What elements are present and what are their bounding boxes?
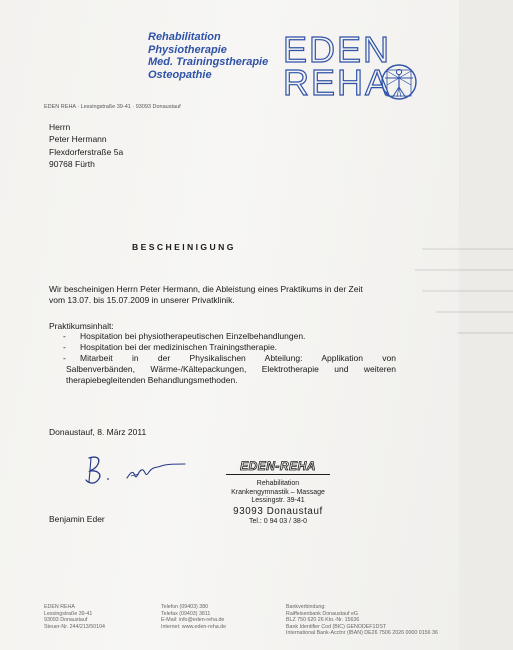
recipient-address [49,121,123,170]
list-item [49,331,396,342]
footer-line: Internet: www.eden-reha.de [161,623,227,630]
internship-activities-list [49,331,396,386]
service-item: Physiotherapie [148,43,227,56]
footer-contact-column [161,604,226,630]
list-dash: - [63,331,66,341]
footer-line: Raiffeisenbank Donaustauf eG [286,610,359,617]
footer-address-column [44,604,105,630]
footer-line: 93093 Donaustauf [44,617,88,624]
recipient-street: Flexdorferstraße 5a [49,146,124,157]
footer-line: Bankverbindung: [286,604,326,610]
list-dash: - [63,342,66,352]
show-through-text: ▬▬▬▬▬▬▬▬▬▬▬▬▬ ▬▬▬▬▬▬▬▬▬▬▬▬▬▬ ▬▬▬▬▬▬▬▬▬▬▬▬▬ ▬▬▬▬▬▬▬▬▬▬▬ ▬▬▬▬▬▬▬▬ [415,245,513,336]
vitruvian-man-icon [379,62,419,102]
letterhead-services [148,31,268,81]
footer-line: Lessingstraße 39-41 [44,610,93,617]
list-item-text: Salbenverbänden, Wärme-/Kältepackungen, Elektrotherapie und weiteren [66,364,396,374]
letter-date: Donaustauf, 8. März 2011 [49,427,147,437]
footer-line: Bank Identifier Cod (BIC) GENODEF1DST [286,623,387,630]
footer-line: E-Mail: info@eden-reha.de [161,617,225,624]
recipient-salutation: Herrn [49,122,71,132]
footer-line: Telefon (09403) 380 [161,604,209,610]
logo-reha: REHA [283,62,392,103]
list-dash: - [63,353,66,363]
intro-line: Wir bescheinigen Herrn Peter Hermann, die Ableistung eines Praktikums in der Zeit [49,284,363,294]
list-item-text: Mitarbeit in der Physikalischen Abteilung: Applikation von [80,353,396,363]
recipient-city: 90768 Fürth [49,158,95,169]
list-item [49,353,396,386]
footer-line: BLZ 750 620 26 Kto.-Nr. 15636 [286,617,360,624]
stamp-line: Krankengymnastik – Massage [231,489,325,496]
list-item [49,342,396,353]
service-item: Rehabilitation [148,31,221,43]
internship-content-label: Praktikumsinhalt: [49,321,114,331]
handwritten-signature [83,452,188,488]
service-item: Osteopathie [148,68,212,81]
footer-line: EDEN REHA [44,604,75,610]
logo-eden: EDEN [283,29,392,70]
list-item-text: therapiebegleitenden Behandlungsmethoden. [66,375,238,385]
sender-return-address: EDEN REHA · Lessingstraße 39-41 · 93093 Donaustauf [44,104,181,110]
document-title: BESCHEINIGUNG [132,242,236,252]
service-item: Med. Trainingstherapie [148,56,269,68]
list-item-text: Hospitation bei der medizinischen Trainingstherapie. [80,342,278,352]
footer-line: International Bank-Acctnr (IBAN) DE26 7506 2026 0000 0156 36 [286,630,438,637]
stamp-line: Lessingstr. 39-41 [251,497,305,504]
intro-line: vom 13.07. bis 15.07.2009 in unserer Privatklinik. [49,295,235,305]
stamp-line: Rehabilitation [256,480,300,487]
list-item-text: Hospitation bei physiotherapeutischen Einzelbehandlungen. [80,331,306,341]
signer-name: Benjamin Eder [49,514,105,524]
footer-line: Steuer-Nr. 244/213/50104 [44,623,105,630]
recipient-name: Peter Hermann [49,134,107,145]
stamp-phone: Tel.: 0 94 03 / 38-0 [249,518,307,525]
stamp-company-name: EDEN-REHA [226,459,330,475]
footer-line: Telefax (09403) 3811 [161,610,211,617]
intro-paragraph [49,284,394,306]
stamp-city: 93093 Donaustauf [233,506,323,517]
footer-bank-column [286,604,438,637]
